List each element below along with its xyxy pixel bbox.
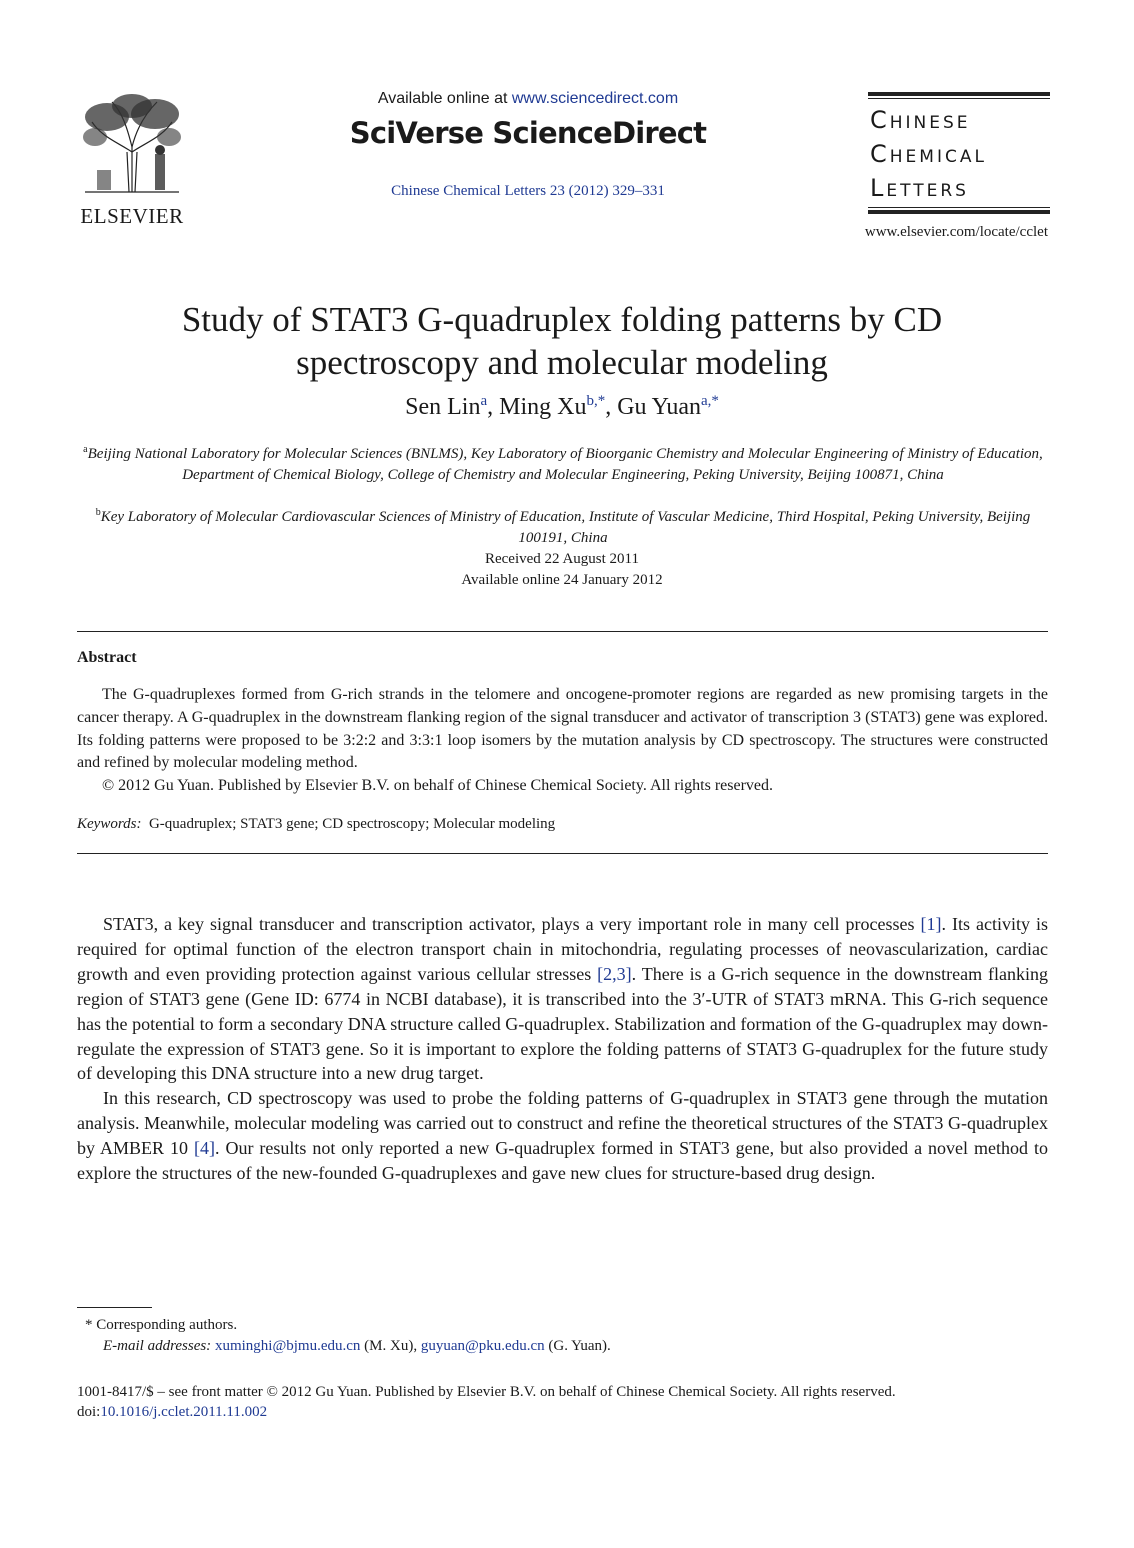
author-list [80, 393, 1044, 421]
keywords-line [77, 816, 1048, 833]
logo-rule-top [868, 92, 1050, 96]
affiliation-text: Key Laboratory of Molecular Cardiovascular Sciences of Ministry of Education, Institute of Vascular Medicine, Third Hospital, Peking University, Beijing 100191, China [100, 509, 1031, 546]
abstract-heading: Abstract [77, 649, 137, 666]
affiliation-a [76, 439, 1050, 486]
affiliation-mark: b [95, 507, 101, 518]
author-name: Ming Xu [499, 394, 587, 420]
citation-link[interactable]: [2,3] [597, 963, 632, 984]
elsevier-tree-icon [77, 92, 187, 197]
keywords-list: G-quadruplex; STAT3 gene; CD spectroscopy; Molecular modeling [148, 816, 556, 832]
article-body [77, 912, 1048, 1186]
logo-rule-bottom [868, 210, 1050, 214]
email-owner: (G. Yuan). [544, 1338, 611, 1354]
affiliation-b [76, 502, 1050, 549]
author-affiliation-mark[interactable]: a,* [700, 393, 719, 409]
affiliation-text: Beijing National Laboratory for Molecular Sciences (BNLMS), Key Laboratory of Bioorganic Chemistry and Molecular Engineering of Ministry of Education, Department of Chemical Biology, College of Chemistry and Molecular Engineering, Peking University, Beijing 100871, China [87, 446, 1043, 483]
email-addresses [77, 1336, 1048, 1357]
issn-line: 1001-8417/$ – see front matter © 2012 Gu Yuan. Published by Elsevier B.V. on behalf of Chinese Chemical Society. All rights reserved. [77, 1384, 896, 1400]
body-text-run: . Its activity is required for optimal function of the electron transport chain in mitochondria, regulating processes of neovascularization, cardiac growth and even providing protection against various cellular stresses [77, 914, 1048, 984]
abstract-bottom-divider [77, 853, 1048, 854]
available-date: Available online 24 January 2012 [461, 572, 663, 588]
doi-link[interactable]: 10.1016/j.cclet.2011.11.002 [100, 1404, 268, 1420]
available-online-line [300, 90, 756, 108]
publisher-name: ELSEVIER [80, 204, 184, 228]
corresponding-authors-note: * Corresponding authors. [85, 1317, 238, 1333]
front-matter [77, 1382, 1048, 1422]
body-text-run: In this research, CD spectroscopy was used to probe the folding patterns of G-quadruplex in STAT3 gene through the mutation analysis. Meanwhile, molecular modeling was carried out to construct and refine the theoretical structures of the STAT3 G-quadruplex by AMBER 10 [77, 1088, 1048, 1159]
keywords-label: Keywords: [77, 816, 142, 832]
citation-link[interactable]: [4] [193, 1138, 215, 1159]
article-title [80, 298, 1044, 384]
author-affiliation-mark[interactable]: b,* [586, 393, 606, 409]
body-paragraph [77, 912, 1048, 1086]
platform-logo: SciVerse ScienceDirect [349, 116, 707, 150]
doi-prefix: doi: [77, 1404, 101, 1420]
email-owner: (M. Xu), [360, 1338, 421, 1354]
elsevier-logo [72, 92, 192, 229]
journal-logo-text [868, 99, 1050, 207]
abstract-top-divider [77, 631, 1048, 632]
journal-logo-line: Letters [870, 174, 969, 202]
email-link-yuan[interactable]: guyuan@pku.edu.cn [420, 1338, 545, 1354]
available-online-prefix: Available online at [377, 90, 512, 107]
body-paragraph [77, 1086, 1048, 1186]
footnote [77, 1315, 1048, 1357]
journal-logo-line: Chinese [870, 106, 971, 134]
received-date: Received 22 August 2011 [484, 551, 639, 567]
journal-url[interactable]: www.elsevier.com/locate/cclet [864, 224, 1048, 240]
email-label: E-mail addresses: [103, 1338, 212, 1354]
journal-logo [868, 92, 1050, 214]
journal-logo-line: Chemical [870, 140, 987, 168]
author-affiliation-mark[interactable]: a [480, 393, 488, 409]
abstract-text: The G-quadruplexes formed from G-rich strands in the telomere and oncogene-promoter regions are regarded as new promising targets in the cancer therapy. A G-quadruplex in the downstream flanking region of the signal transducer and activator of transcription 3 (STAT3) gene was explored. Its folding patterns were proposed to be 3:2:2 and 3:3:1 loop isomers by the mutation analysis by CD spectroscopy. The structures were constructed and refined by molecular modeling method. [77, 686, 1048, 772]
author-separator: , [605, 394, 618, 420]
author-separator: , [487, 394, 500, 420]
email-link-xu[interactable]: xuminghi@bjmu.edu.cn [214, 1338, 361, 1354]
footnote-divider [77, 1307, 152, 1308]
logo-rule-thin [868, 207, 1050, 208]
affiliation-mark: a [83, 444, 88, 455]
abstract-body [77, 684, 1048, 798]
author-name: Gu Yuan [617, 394, 701, 420]
doi-line [77, 1402, 1048, 1422]
citation-link[interactable]: [1] [920, 914, 942, 934]
abstract-copyright: © 2012 Gu Yuan. Published by Elsevier B.V. on behalf of Chinese Chemical Society. All rights reserved. [102, 777, 774, 795]
sciencedirect-link[interactable]: www.sciencedirect.com [511, 90, 679, 107]
article-dates [80, 549, 1044, 591]
title-line: Study of STAT3 G-quadruplex folding patterns by CD [181, 300, 943, 339]
author-name: Sen Lin [405, 394, 481, 420]
journal-reference-link[interactable]: Chinese Chemical Letters 23 (2012) 329–331 [391, 183, 665, 199]
body-text-run: . There is a G-rich sequence in the downstream flanking region of STAT3 gene (Gene ID: 6774 in NCBI database), it is transcribed into the 3′-UTR of STAT3 mRNA. This G-rich sequence has the potential to form a secondary DNA structure called G-quadruplex. Stabilization and formation of the G-quadruplex may down-regulate the expression of STAT3 gene. So it is important to explore the folding patterns of STAT3 G-quadruplex for the future study of developing this DNA structure into a new drug target. [77, 963, 1048, 1084]
body-text-run: . Our results not only reported a new G-quadruplex formed in STAT3 gene, but also provided a novel method to explore the structures of the new-founded G-quadruplexes and gave new clues for structure-based drug design. [77, 1138, 1048, 1184]
header-center [300, 90, 756, 200]
body-text-run: STAT3, a key signal transducer and transcription activator, plays a very important role in many cell processes [103, 914, 921, 934]
title-line: spectroscopy and molecular modeling [296, 343, 828, 382]
